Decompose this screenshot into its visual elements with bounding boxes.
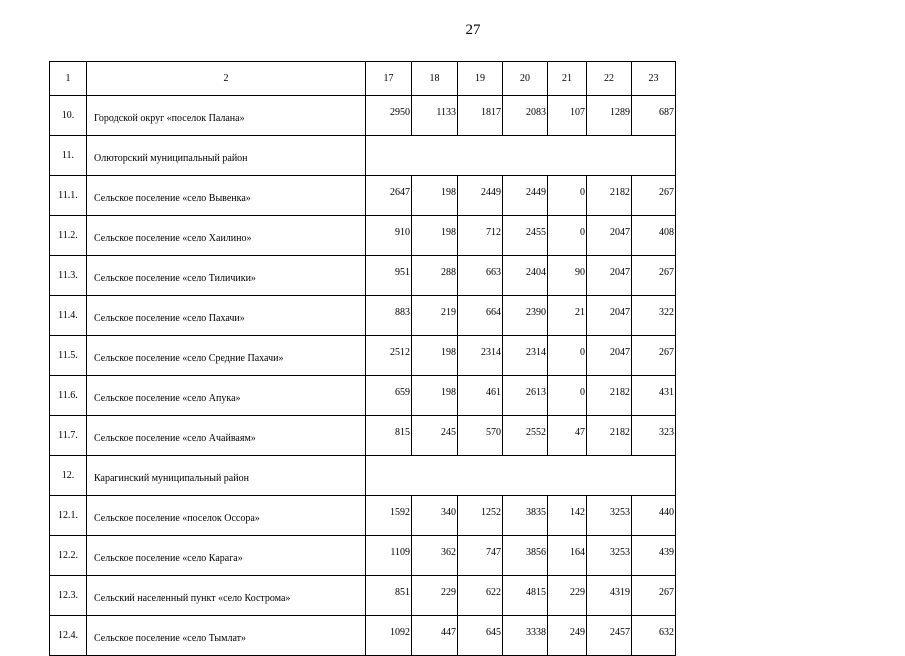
value-cell: 2390 <box>503 296 548 336</box>
row-number-cell: 12. <box>50 456 87 496</box>
value-cell: 2950 <box>366 96 412 136</box>
table-header-row <box>50 62 676 96</box>
value-cell: 2457 <box>587 616 632 656</box>
row-number-cell: 11.7. <box>50 416 87 456</box>
row-number-cell: 11.6. <box>50 376 87 416</box>
value-cell: 3253 <box>587 496 632 536</box>
value-cell: 2404 <box>503 256 548 296</box>
value-cell: 3835 <box>503 496 548 536</box>
value-cell: 910 <box>366 216 412 256</box>
value-cell: 362 <box>412 536 458 576</box>
value-cell: 4815 <box>503 576 548 616</box>
value-cell: 664 <box>458 296 503 336</box>
value-cell: 2182 <box>587 416 632 456</box>
row-name-cell: Сельское поселение «село Средние Пахачи» <box>87 336 366 376</box>
value-cell: 1252 <box>458 496 503 536</box>
value-cell: 267 <box>632 256 676 296</box>
header-cell: 23 <box>632 62 676 96</box>
value-cell: 431 <box>632 376 676 416</box>
value-cell: 1592 <box>366 496 412 536</box>
header-cell: 2 <box>87 62 366 96</box>
value-cell: 107 <box>548 96 587 136</box>
value-cell: 229 <box>548 576 587 616</box>
value-cell: 2314 <box>503 336 548 376</box>
table-row <box>50 296 676 336</box>
value-cell: 0 <box>548 376 587 416</box>
value-cell: 645 <box>458 616 503 656</box>
value-cell: 632 <box>632 616 676 656</box>
table-row <box>50 536 676 576</box>
value-cell: 90 <box>548 256 587 296</box>
value-cell: 1289 <box>587 96 632 136</box>
value-cell: 1817 <box>458 96 503 136</box>
row-number-cell: 12.4. <box>50 616 87 656</box>
value-cell: 219 <box>412 296 458 336</box>
header-cell: 20 <box>503 62 548 96</box>
value-cell: 2449 <box>458 176 503 216</box>
row-number-cell: 11.2. <box>50 216 87 256</box>
value-cell: 142 <box>548 496 587 536</box>
value-cell: 267 <box>632 176 676 216</box>
header-cell: 22 <box>587 62 632 96</box>
value-cell: 883 <box>366 296 412 336</box>
value-cell: 663 <box>458 256 503 296</box>
value-cell: 408 <box>632 216 676 256</box>
row-name-cell: Сельское поселение «село Хаилино» <box>87 216 366 256</box>
value-cell: 322 <box>632 296 676 336</box>
value-cell: 2083 <box>503 96 548 136</box>
value-cell: 47 <box>548 416 587 456</box>
value-cell: 323 <box>632 416 676 456</box>
value-cell: 851 <box>366 576 412 616</box>
value-cell: 198 <box>412 176 458 216</box>
value-cell: 2449 <box>503 176 548 216</box>
row-name-cell: Сельское поселение «село Тиличики» <box>87 256 366 296</box>
value-cell: 3856 <box>503 536 548 576</box>
value-cell: 2047 <box>587 256 632 296</box>
value-cell: 2647 <box>366 176 412 216</box>
value-cell: 2182 <box>587 376 632 416</box>
value-cell: 815 <box>366 416 412 456</box>
row-number-cell: 12.1. <box>50 496 87 536</box>
value-cell: 712 <box>458 216 503 256</box>
header-cell: 19 <box>458 62 503 96</box>
table-row <box>50 136 676 176</box>
value-cell: 3338 <box>503 616 548 656</box>
value-cell: 2613 <box>503 376 548 416</box>
value-cell: 198 <box>412 216 458 256</box>
table-row <box>50 456 676 496</box>
row-number-cell: 12.3. <box>50 576 87 616</box>
table-row <box>50 336 676 376</box>
table-row <box>50 376 676 416</box>
empty-section-cell <box>366 456 676 496</box>
value-cell: 249 <box>548 616 587 656</box>
row-name-cell: Сельское поселение «село Апука» <box>87 376 366 416</box>
value-cell: 447 <box>412 616 458 656</box>
row-name-cell: Сельское поселение «село Тымлат» <box>87 616 366 656</box>
value-cell: 2047 <box>587 336 632 376</box>
data-table <box>49 61 676 656</box>
row-number-cell: 11.1. <box>50 176 87 216</box>
table-row <box>50 496 676 536</box>
value-cell: 2314 <box>458 336 503 376</box>
value-cell: 461 <box>458 376 503 416</box>
value-cell: 2182 <box>587 176 632 216</box>
table-row <box>50 96 676 136</box>
row-number-cell: 11.5. <box>50 336 87 376</box>
row-name-cell: Сельское поселение «село Ачайваям» <box>87 416 366 456</box>
table-row <box>50 216 676 256</box>
table-row <box>50 416 676 456</box>
value-cell: 570 <box>458 416 503 456</box>
value-cell: 1133 <box>412 96 458 136</box>
row-name-cell: Сельское поселение «село Пахачи» <box>87 296 366 336</box>
value-cell: 245 <box>412 416 458 456</box>
value-cell: 21 <box>548 296 587 336</box>
row-number-cell: 11. <box>50 136 87 176</box>
header-cell: 18 <box>412 62 458 96</box>
value-cell: 198 <box>412 336 458 376</box>
value-cell: 288 <box>412 256 458 296</box>
value-cell: 1109 <box>366 536 412 576</box>
row-name-cell: Сельский населенный пункт «село Кострома» <box>87 576 366 616</box>
table-row <box>50 576 676 616</box>
value-cell: 622 <box>458 576 503 616</box>
value-cell: 198 <box>412 376 458 416</box>
row-name-cell: Сельское поселение «поселок Оссора» <box>87 496 366 536</box>
value-cell: 267 <box>632 576 676 616</box>
value-cell: 340 <box>412 496 458 536</box>
value-cell: 1092 <box>366 616 412 656</box>
row-number-cell: 11.4. <box>50 296 87 336</box>
row-number-cell: 11.3. <box>50 256 87 296</box>
row-name-cell: Карагинский муниципальный район <box>87 456 366 496</box>
table-row <box>50 176 676 216</box>
value-cell: 2047 <box>587 296 632 336</box>
row-name-cell: Сельское поселение «село Карага» <box>87 536 366 576</box>
table-row <box>50 256 676 296</box>
value-cell: 747 <box>458 536 503 576</box>
value-cell: 267 <box>632 336 676 376</box>
value-cell: 439 <box>632 536 676 576</box>
value-cell: 229 <box>412 576 458 616</box>
table-row <box>50 616 676 656</box>
value-cell: 2455 <box>503 216 548 256</box>
value-cell: 164 <box>548 536 587 576</box>
row-name-cell: Олюторский муниципальный район <box>87 136 366 176</box>
value-cell: 951 <box>366 256 412 296</box>
value-cell: 0 <box>548 216 587 256</box>
value-cell: 3253 <box>587 536 632 576</box>
value-cell: 4319 <box>587 576 632 616</box>
value-cell: 440 <box>632 496 676 536</box>
header-cell: 17 <box>366 62 412 96</box>
value-cell: 2512 <box>366 336 412 376</box>
value-cell: 0 <box>548 336 587 376</box>
row-name-cell: Сельское поселение «село Вывенка» <box>87 176 366 216</box>
value-cell: 0 <box>548 176 587 216</box>
row-number-cell: 12.2. <box>50 536 87 576</box>
row-number-cell: 10. <box>50 96 87 136</box>
value-cell: 687 <box>632 96 676 136</box>
empty-section-cell <box>366 136 676 176</box>
value-cell: 659 <box>366 376 412 416</box>
header-cell: 1 <box>50 62 87 96</box>
header-cell: 21 <box>548 62 587 96</box>
page-number: 27 <box>465 22 481 38</box>
value-cell: 2047 <box>587 216 632 256</box>
row-name-cell: Городской округ «поселок Палана» <box>87 96 366 136</box>
value-cell: 2552 <box>503 416 548 456</box>
